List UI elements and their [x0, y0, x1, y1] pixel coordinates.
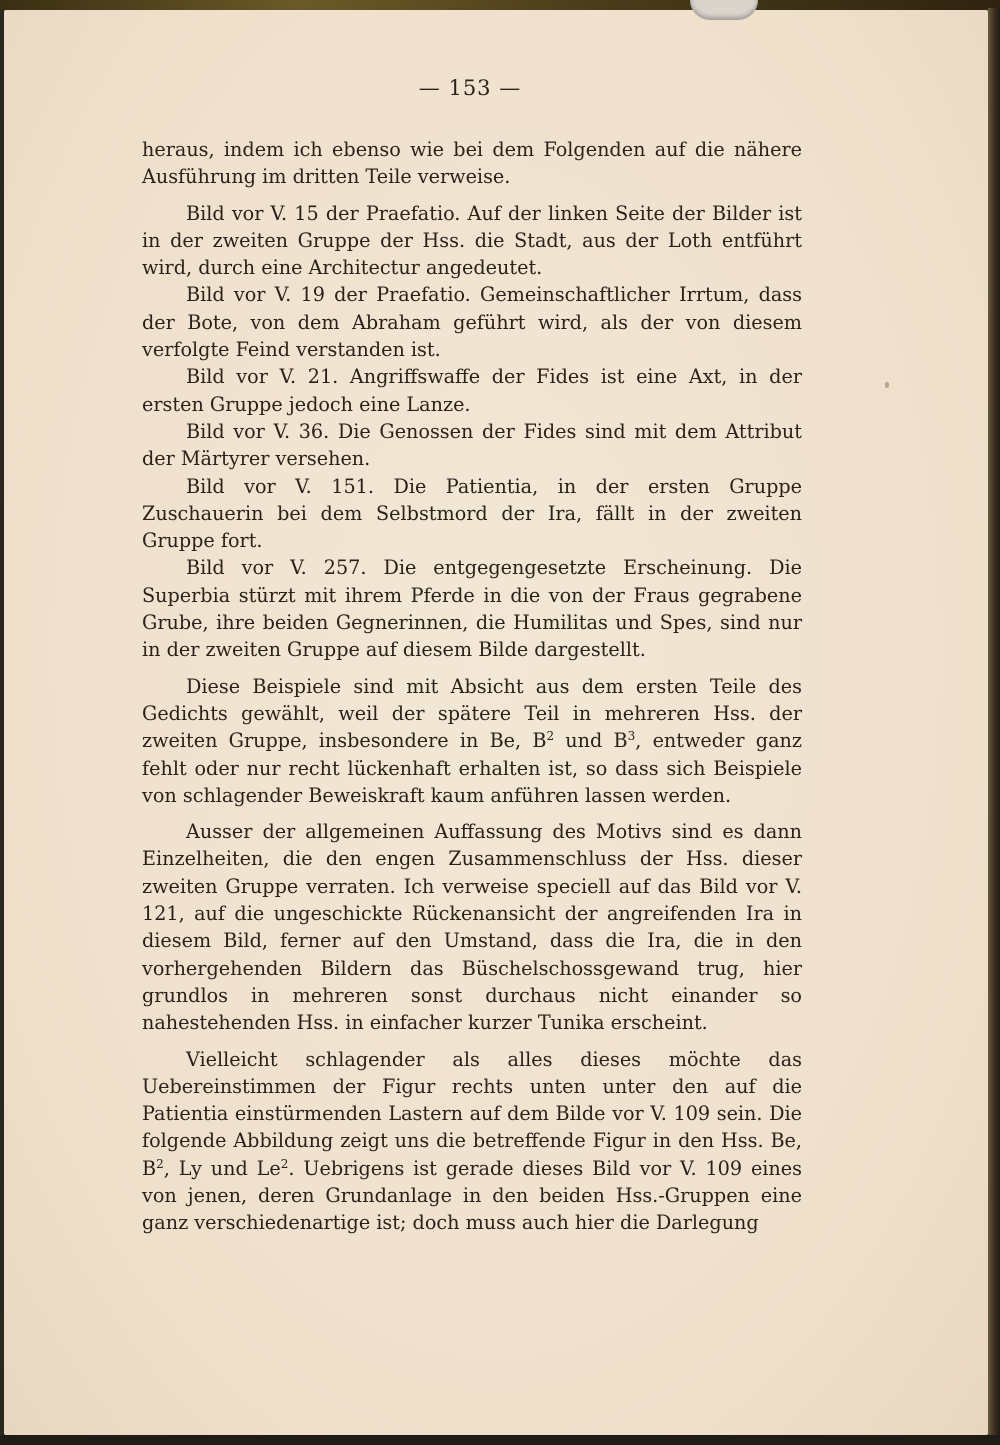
text-run: , Ly und Le	[163, 1156, 281, 1180]
paragraph: Bild vor V. 21. Angriffswaffe der Fides ist eine Axt, in der ersten Gruppe jedoch eine Lanze.	[142, 365, 802, 416]
superscript: 2	[546, 729, 555, 744]
text-run: . Uebrigens ist gerade dieses Bild vor V. 109 eines von jenen, deren Grundanlage in den beiden Hss.-Gruppen eine ganz verschiedenartige ist; doch muss auch hier die Darlegung	[142, 1156, 802, 1235]
superscript: 3	[627, 729, 636, 744]
superscript: 2	[156, 1156, 164, 1171]
text-run: , entweder ganz fehlt oder nur recht lückenhaft erhalten ist, so dass sich Beispiele von schlagender Beweiskraft kaum anführen lassen werden.	[142, 729, 802, 807]
paragraph: Bild vor V. 19 der Praefatio. Gemeinschaftlicher Irrtum, dass der Bote, von dem Abraham geführt wird, als der von diesem verfolgte Feind verstanden ist.	[142, 283, 802, 362]
page-number: — 153 —	[418, 76, 522, 100]
text-run: und B	[554, 729, 628, 753]
text-run: Diese Beispiele sind mit Absicht aus dem ersten Teile des Gedichts gewählt, weil der spätere Teil in mehreren Hss. der zweiten Gruppe, insbesondere in Be, B	[142, 674, 802, 753]
paper-fleck	[885, 382, 889, 388]
paragraph: Bild vor V. 36. Die Genossen der Fides sind mit dem Attribut der Märtyrer versehen.	[142, 419, 802, 471]
paragraph	[142, 1046, 802, 1237]
paragraph: heraus, indem ich ebenso wie bei dem Folgenden auf die nähere Ausführung im dritten Teile verweise.	[142, 138, 802, 189]
book-bottom-edge	[0, 1435, 1000, 1445]
superscript: 2	[280, 1156, 289, 1171]
page-tab-notch	[690, 0, 758, 20]
book-top-edge	[0, 0, 1000, 10]
text-run: Vielleicht schlagender als alles dieses möchte das Uebereinstimmen der Figur rechts unten unter den auf die Patientia einstürmenden Lastern auf dem Bilde vor V. 109 sein. Die folgende Abbildung zeigt uns die betreffende Figur in den Hss. Be, B	[142, 1047, 802, 1180]
body-text	[142, 136, 802, 1237]
paragraph: Bild vor V. 15 der Praefatio. Auf der linken Seite der Bilder ist in der zweiten Gruppe der Hss. die Stadt, aus der Loth entführt wird, durch eine Architectur angedeutet.	[142, 201, 802, 280]
paragraph: Ausser der allgemeinen Auffassung des Motivs sind es dann Einzelheiten, die den engen Zusammenschluss der Hss. dieser zweiten Gruppe verraten. Ich verweise speciell auf das Bild vor V. 121, auf die ungeschickte Rückenansicht der angreifenden Ira in diesem Bild, ferner auf den Umstand, dass die Ira, die in den vorhergehenden Bildern das Büschelschossgewand trug, hier grundlos in mehreren sonst durchaus nicht einander so nahestehenden Hss. in einfacher kurzer Tunika erscheint.	[142, 820, 802, 1035]
paragraph	[142, 673, 802, 809]
paragraph: Bild vor V. 151. Die Patientia, in der ersten Gruppe Zuschauerin bei dem Selbstmord der Ira, fällt in der zweiten Gruppe fort.	[142, 474, 802, 553]
paragraph: Bild vor V. 257. Die entgegengesetzte Erscheinung. Die Superbia stürzt mit ihrem Pferde in die von der Fraus gegrabene Grube, ihre beiden Gegnerinnen, die Humilitas und Spes, sind nur in der zweiten Gruppe auf diesem Bilde dargestellt.	[142, 556, 802, 662]
book-spine-edge	[988, 8, 1000, 1438]
